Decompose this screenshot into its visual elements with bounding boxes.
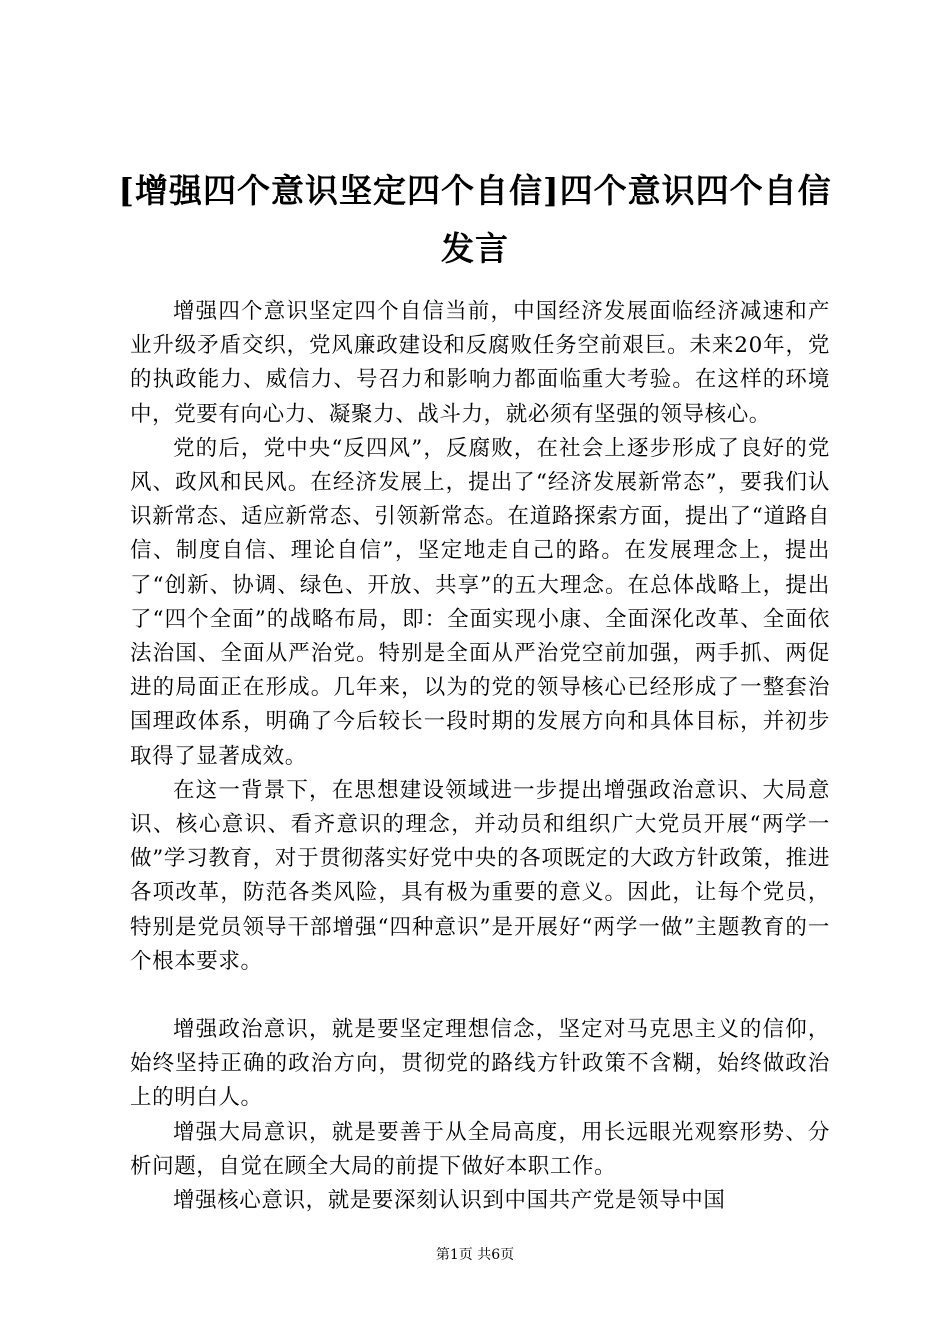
paragraph-4: 增强政治意识，就是要坚定理想信念，坚定对马克思主义的信仰，始终坚持正确的政治方向，贯彻党的路线方针政策不含糊，始终做政治上的明白人。 <box>130 1017 830 1111</box>
document-title: [增强四个意识坚定四个自信]四个意识四个自信发言 <box>118 171 832 268</box>
paragraph-5: 增强大局意识，就是要善于从全局高度，用长远眼光观察形势、分析问题，自觉在顾全大局的前提下做好本职工作。 <box>130 1119 830 1179</box>
paragraph-3: 在这一背景下，在思想建设领域进一步提出增强政治意识、大局意识、核心意识、看齐意识的理念，并动员和组织广大党员开展“两学一做”学习教育，对于贯彻落实好党中央的各项既定的大政方针政策，推进各项改革，防范各类风险，具有极为重要的意义。因此，让每个党员，特别是党员领导干部增强“四种意识”是开展好“两学一做”主题教育的一个根本要求。 <box>130 777 830 974</box>
document-body <box>130 295 830 1218</box>
page-number-footer: 第1页 共6页 <box>435 1247 515 1263</box>
paragraph-6: 增强核心意识，就是要深刻认识到中国共产党是领导中国 <box>173 1188 726 1214</box>
paragraph-2: 党的后，党中央“反四风”，反腐败，在社会上逐步形成了良好的党风、政风和民风。在经济发展上，提出了“经济发展新常态”，要我们认识新常态、适应新常态、引领新常态。在道路探索方面，提出了“道路自信、制度自信、理论自信”，坚定地走自己的路。在发展理念上，提出了“创新、协调、绿色、开放、共享”的五大理念。在总体战略上，提出了“四个全面”的战略布局，即：全面实现小康、全面深化改革、全面依法治国、全面从严治党。特别是全面从严治党空前加强，两手抓、两促进的局面正在形成。几年来，以为的党的领导核心已经形成了一整套治国理政体系，明确了今后较长一段时期的发展方向和具体目标，并初步取得了显著成效。 <box>130 435 830 769</box>
paragraph-1: 增强四个意识坚定四个自信当前，中国经济发展面临经济减速和产业升级矛盾交织，党风廉政建设和反腐败任务空前艰巨。未来20年，党的执政能力、威信力、号召力和影响力都面临重大考验。在这样的环境中，党要有向心力、凝聚力、战斗力，就必须有坚强的领导核心。 <box>130 299 830 427</box>
